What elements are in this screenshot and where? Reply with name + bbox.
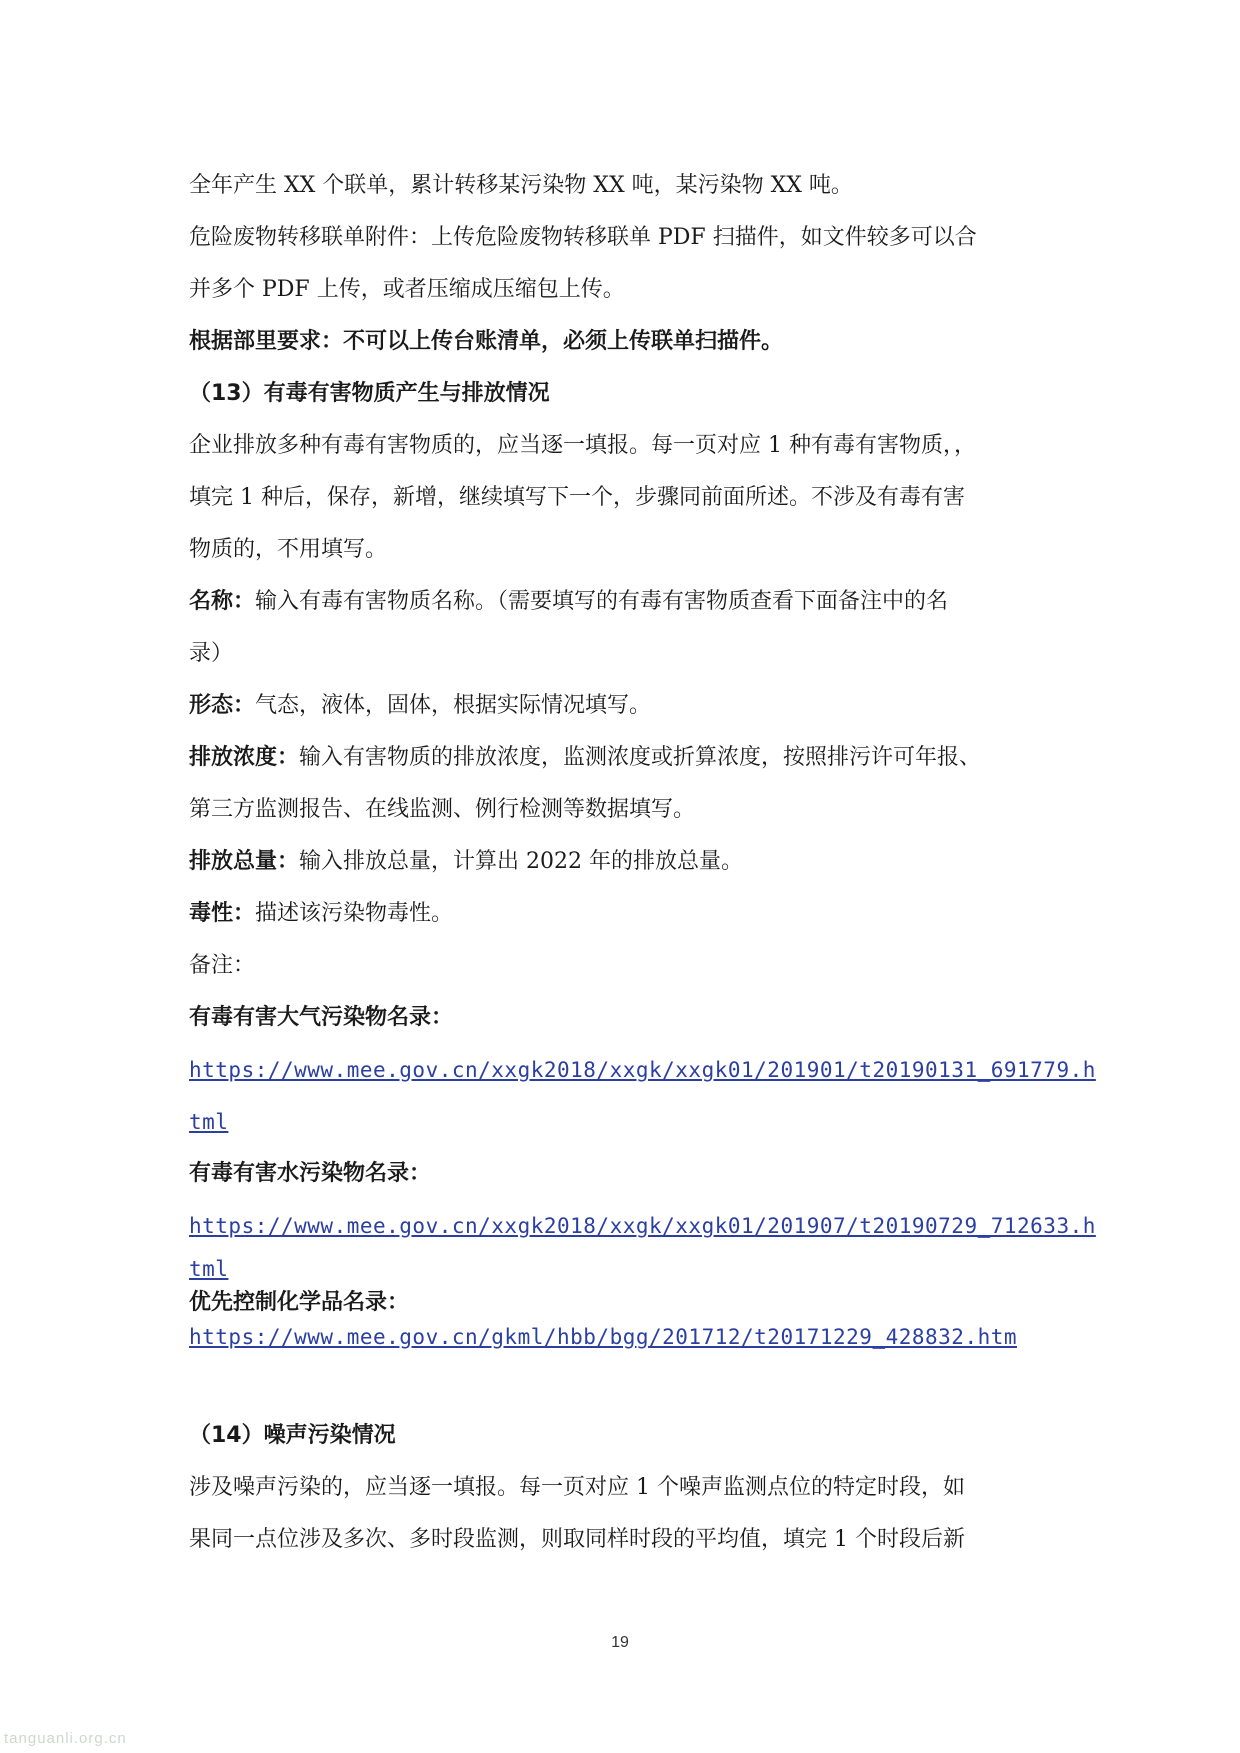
paragraph-toxic-line2: 填完 1 种后，保存，新增，继续填写下一个，步骤同前面所述。不涉及有毒有害 [189, 485, 965, 510]
paragraph-noise-line2: 果同一点位涉及多次、多时段监测，则取同样时段的平均值，填完 1 个时段后新 [189, 1527, 965, 1552]
field-total-text: 输入排放总量，计算出 2022 年的排放总量。 [299, 849, 743, 874]
paragraph-toxic-line3: 物质的，不用填写。 [189, 537, 388, 562]
spacer [189, 1354, 1059, 1410]
section-heading-14: （14）噪声污染情况 [189, 1423, 396, 1448]
paragraph-summary: 全年产生 XX 个联单，累计转移某污染物 XX 吨，某污染物 XX 吨。 [189, 173, 853, 198]
paragraph-attachment-line1: 危险废物转移联单附件：上传危险废物转移联单 PDF 扫描件，如文件较多可以合 [189, 225, 977, 250]
water-list-title: 有毒有害水污染物名录： [189, 1161, 432, 1186]
field-concentration-line2: 第三方监测报告、在线监测、例行检测等数据填写。 [189, 797, 696, 822]
field-name-label: 名称： [189, 589, 256, 614]
field-total [189, 836, 1059, 888]
field-concentration-text: 输入有害物质的排放浓度，监测浓度或折算浓度，按照排污许可年报、 [299, 745, 982, 770]
section-heading-13: （13）有毒有害物质产生与排放情况 [189, 381, 550, 406]
field-form [189, 680, 1059, 732]
water-list-link-line1[interactable]: https://www.mee.gov.cn/xxgk2018/xxgk/xxgk01/201907/t20190729_712633.h [189, 1214, 1096, 1238]
field-form-text: 气态，液体，固体，根据实际情况填写。 [255, 693, 652, 718]
air-list-link-line1[interactable]: https://www.mee.gov.cn/xxgk2018/xxgk/xxgk01/201901/t20190131_691779.h [189, 1058, 1096, 1082]
field-concentration-line1 [189, 732, 1059, 784]
requirement-note: 根据部里要求：不可以上传台账清单，必须上传联单扫描件。 [189, 329, 784, 354]
field-name-line2: 录） [189, 641, 234, 666]
field-toxicity-text: 描述该污染物毒性。 [255, 901, 454, 926]
field-concentration-label: 排放浓度： [189, 745, 300, 770]
note-label: 备注： [189, 953, 256, 978]
air-list-title: 有毒有害大气污染物名录： [189, 1005, 454, 1030]
paragraph-attachment-line2: 并多个 PDF 上传，或者压缩成压缩包上传。 [189, 277, 625, 302]
water-list-link-line2[interactable]: tml [189, 1257, 229, 1281]
chemical-list-title: 优先控制化学品名录： [189, 1290, 410, 1315]
page-number: 19 [611, 1634, 629, 1651]
field-name-text: 输入有毒有害物质名称。（需要填写的有毒有害物质查看下面备注中的名 [255, 589, 949, 614]
paragraph-noise-line1: 涉及噪声污染的，应当逐一填报。每一页对应 1 个噪声监测点位的特定时段，如 [189, 1475, 965, 1500]
air-list-link-line2[interactable]: tml [189, 1110, 229, 1134]
field-total-label: 排放总量： [189, 849, 300, 874]
field-toxicity-label: 毒性： [189, 901, 256, 926]
paragraph-toxic-line1: 企业排放多种有毒有害物质的，应当逐一填报。每一页对应 1 种有毒有害物质，， [189, 433, 976, 458]
field-toxicity [189, 888, 1059, 940]
document-body [189, 160, 1096, 1566]
field-name-line1 [189, 576, 1059, 628]
field-form-label: 形态： [189, 693, 256, 718]
chemical-list-link[interactable]: https://www.mee.gov.cn/gkml/hbb/bgg/201712/t20171229_428832.htm [189, 1325, 1018, 1349]
watermark: tanguanli.org.cn [4, 1730, 127, 1747]
